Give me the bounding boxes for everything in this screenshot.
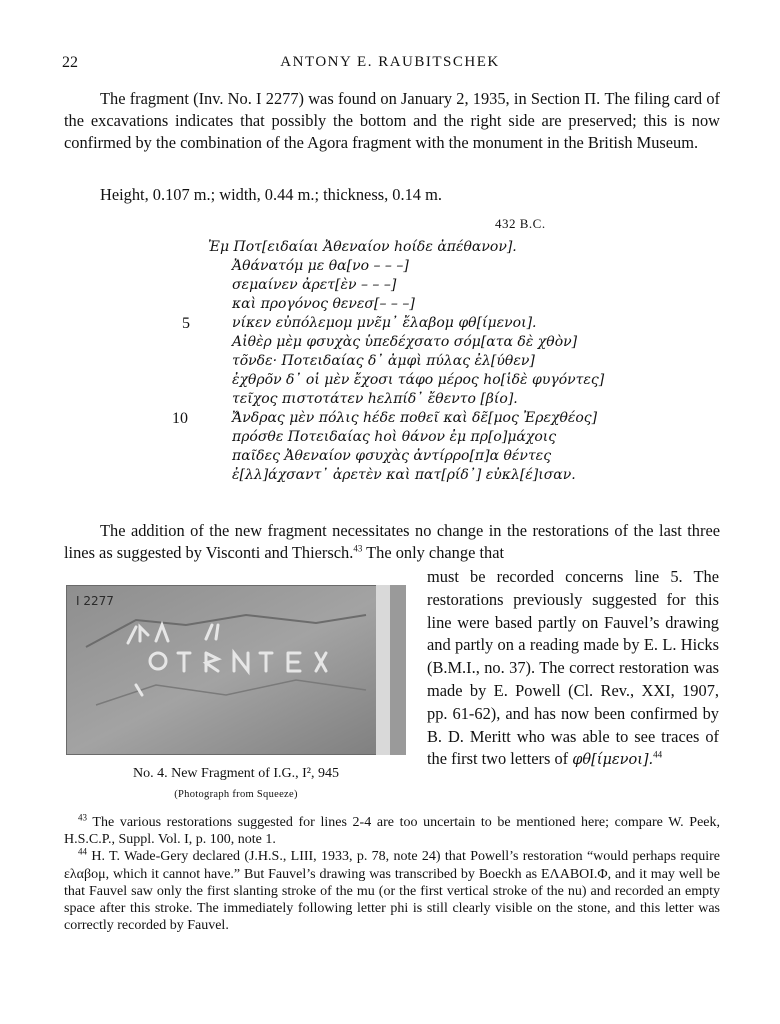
- footnote-ref-43: 43: [353, 543, 363, 554]
- side-column-text: [427, 566, 719, 772]
- inscription-line: [170, 390, 730, 409]
- svg-text:I 2277: I 2277: [76, 594, 114, 608]
- inscription-line-text: παῖδες Ἀθεναίον φσυχὰς ἀντίρρο[π]α θέντες: [232, 448, 552, 464]
- footnote-44: [64, 848, 720, 934]
- inscription-line: [170, 371, 730, 390]
- inscription-line: [170, 295, 730, 314]
- running-head: [62, 54, 718, 74]
- inscription-line-text: Ἄνδρας μὲν πόλις hέδε ποθεῖ καὶ δε̃[μος Ἐρεχθέος]: [232, 410, 598, 426]
- inscription-line-text: Ἀθάνατόμ με θα[νο – – –]: [232, 258, 409, 274]
- restoration-paragraph: [64, 520, 720, 564]
- figure-credit: (Photograph from Squeeze): [174, 789, 298, 800]
- inscription-line-text: το̃νδε· Ποτειδαίας δ᾽ ἀμφὶ πύλας ἐλ[ύθεν]: [232, 353, 535, 369]
- restoration-text: The addition of the new fragment necessitates no change in the restorations of the last three lines as suggested by Visconti and Thiersch.: [64, 521, 720, 562]
- inscription-line: [170, 257, 730, 276]
- footnote-43-mark: 43: [78, 812, 87, 823]
- side-column-body: must be recorded concerns line 5. The restorations previously suggested for this line were based partly on Fauvel’s drawing and partly on a reading made by E. L. Hicks (B.M.I., no. 37). The correct restoration was made by E. Powell (Cl. Rev., XXI, 1907, pp. 61-62), and has now been confirmed by B. D. Meritt who was able to see traces of the first two letters of: [427, 567, 719, 769]
- greek-phthimenoi: φθ[ίμενοι].: [572, 752, 654, 769]
- inscription-line-text: καὶ προγόνος θενεσ[– – –]: [232, 296, 415, 312]
- inscription-line-text: ἐ[λλ]άχσαντ᾽ ἀρετὲν καὶ πατ[ρίδ᾽] εὐκλ[έ]ισαν.: [232, 467, 576, 483]
- inscription-line: [170, 276, 730, 295]
- footnotes: [64, 814, 720, 934]
- line-number: 5: [182, 315, 190, 332]
- inscription-line: [170, 447, 730, 466]
- inscription-line-text: Αἰθὲρ μὲμ φσυχὰς ὑπεδέχσατο σόμ[ατα δὲ χθὸν]: [232, 334, 578, 350]
- restoration-text-cont: The only change that: [362, 543, 505, 562]
- footnote-44-text: H. T. Wade-Gery declared (J.H.S., LIII, 1933, p. 78, note 24) that Powell’s restoration “would perhaps require ελαβομ, which it cannot have.” But Fauvel’s drawing was transcribed by Boeckh as EΛABOI.Φ, and it may well be that Fauvel saw only the first slanting stroke of the mu (or the first vertical stroke of the nu) and recorded an empty space after this stroke. The immediately following letter phi is still clearly visible on the stone, and this letter was correctly recorded by Fauvel.: [64, 849, 720, 934]
- inscription-line: [170, 428, 730, 447]
- footnote-ref-44: 44: [653, 749, 663, 760]
- footnote-43-text: The various restorations suggested for lines 2-4 are too uncertain to be mentioned here; compare W. Peek, H.S.C.P., Suppl. Vol. I, p. 100, note 1.: [64, 815, 721, 848]
- fragment-photograph: [66, 585, 406, 755]
- inscription-line: [170, 409, 730, 428]
- inscription-line-text: τεῖχος πιστοτάτεν hελπίδ᾽ ἔθεντο [βίο].: [232, 391, 518, 407]
- inscription-line: [170, 238, 730, 257]
- page-number: 22: [62, 54, 78, 71]
- inscription-line: [170, 466, 730, 485]
- running-title: ANTONY E. RAUBITSCHEK: [280, 54, 500, 70]
- dimensions-line: Height, 0.107 m.; width, 0.44 m.; thickness, 0.14 m.: [100, 185, 442, 204]
- intro-paragraph: The fragment (Inv. No. I 2277) was found on January 2, 1935, in Section Π. The filing card of the excavations indicates that possibly the bottom and the right side are preserved; this is now confirmed by the combination of the Agora fragment with the monument in the British Museum.: [64, 89, 720, 152]
- squeeze-photo-image: [66, 585, 406, 755]
- inscription-line-text: πρόσθε Ποτειδαίας hοὶ θάνον ἐμ πρ[ο]μάχοις: [232, 429, 557, 445]
- footnote-44-mark: 44: [78, 846, 87, 857]
- figure-caption: No. 4. New Fragment of I.G., I², 945: [133, 766, 339, 781]
- inscription-text: [170, 238, 730, 485]
- inscription-line-text: Ἐμ Ποτ[ειδαίαι Ἀθεναίον hοίδε ἀπέθανον].: [208, 239, 517, 255]
- inscription-date: 432 B.C.: [495, 216, 546, 231]
- inscription-line: [170, 352, 730, 371]
- line-number: 10: [172, 410, 188, 427]
- inscription-line-text: σεμαίνεν ἀρετ[ὲν – – –]: [232, 277, 397, 293]
- inscription-line: [170, 333, 730, 352]
- inscription-line-text: νίκεν εὐπόλεμομ μνε̃μ᾽ ἔλαβομ φθ[ίμενοι].: [232, 315, 537, 331]
- inscription-line-text: ἐχθρο̃ν δ᾽ οἱ μὲν ἔχοσι τάφο μέρος hο[ἱδὲ φυγόντες]: [232, 372, 605, 388]
- inscription-line: [170, 314, 730, 333]
- footnote-43: [64, 814, 720, 848]
